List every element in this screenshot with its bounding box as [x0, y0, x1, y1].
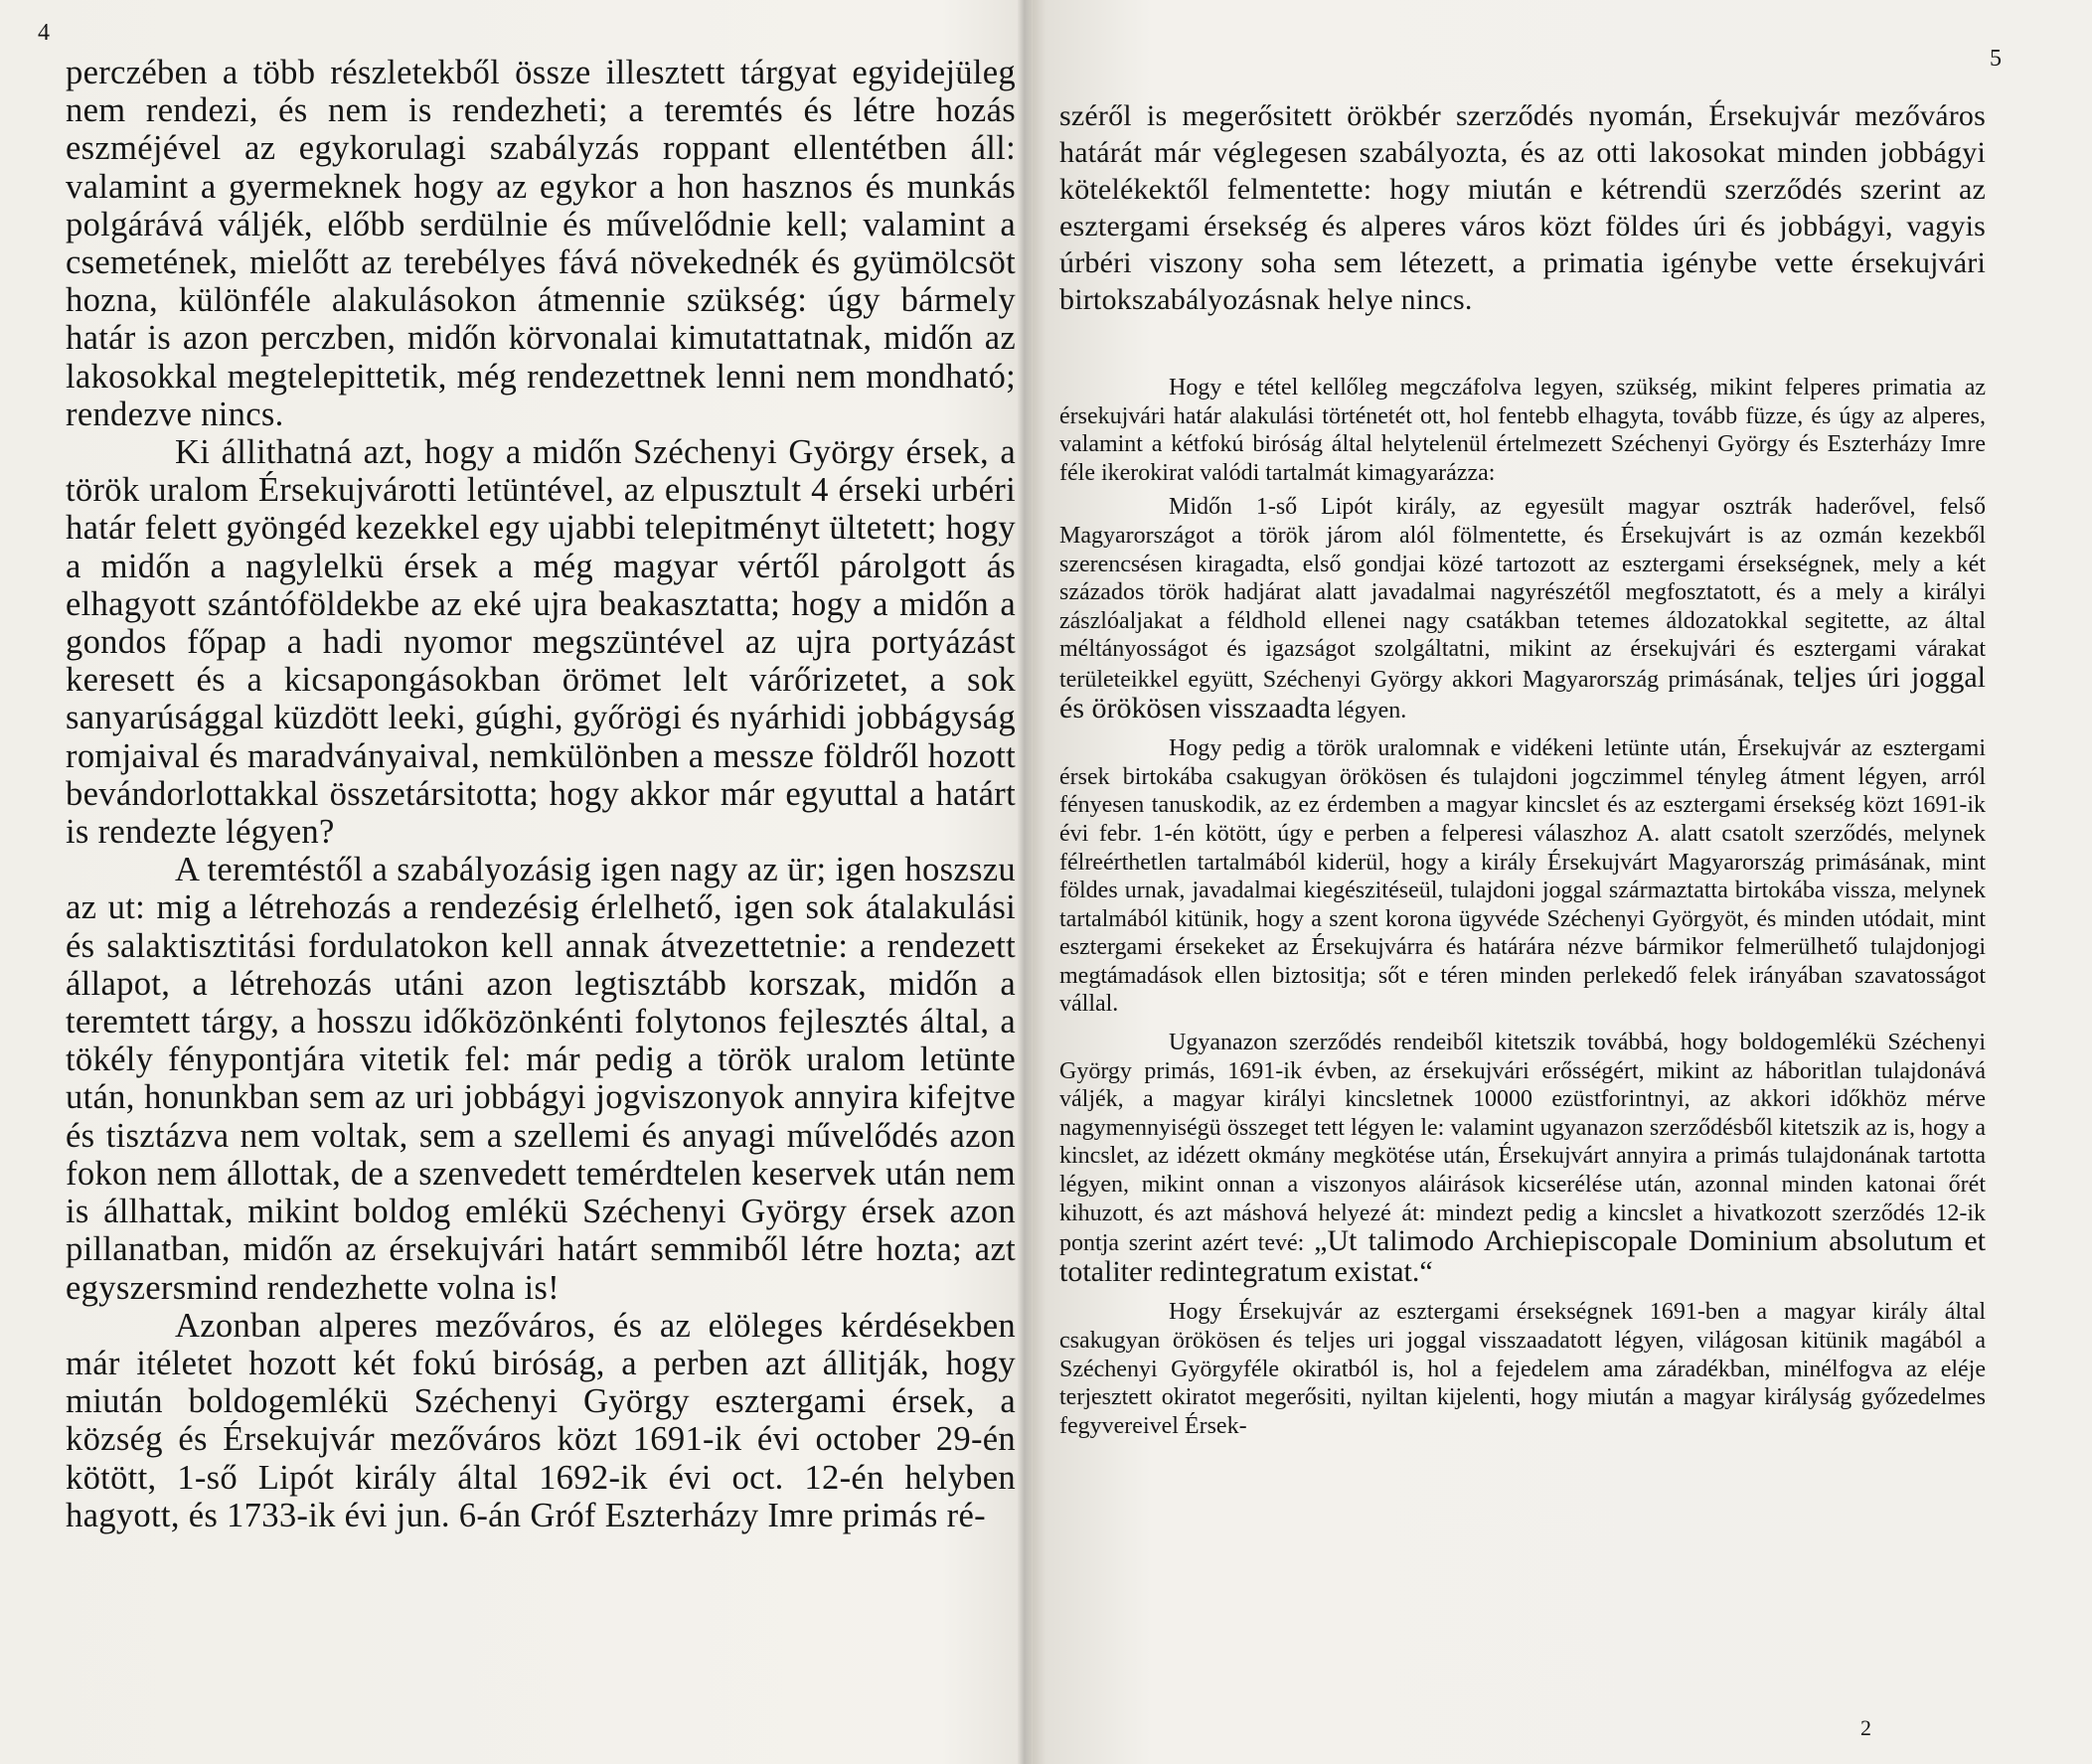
left-paragraph-2: Ki állithatná azt, hogy a midőn Széchenyi György érsek, a török uralom Érsekujvárotti letüntével, az elpusztult 4 érseki urbéri határ felett gyöngéd kezekkel egy ujabbi telepitményt ültetett; hogy a midőn a nagylelkü érsek a még magyar vértől párolgott ás elhagyott szántóföldekbe az eké ujra beakasztatta; hogy a midőn a gondos főpap a hadi nyomor megszüntével az ujra portyázást keresett és a kicsapongásokban örömet lelt várőrizetet, a sok sanyarúsággal küzdött leeki, gúghi, győrögi és nyárhidi jobbágyság romjaival és maradványaival, nemkülönben a messze földről hozott bevándorlottakkal összetársitotta; hogy akkor már egyuttal a határt is rendezte légyen? — [66, 433, 1016, 852]
left-page-text — [66, 54, 1016, 1534]
latin-quote: „Ut talimodo Archiepiscopale Dominium absolutum et totaliter redintegratum existat.“ — [1059, 1224, 1987, 1288]
right-page-large-text — [1059, 97, 1986, 318]
right-page-small-text — [1059, 374, 1986, 1440]
right-large-paragraph: széről is megerősitett örökbér szerződés nyomán, Érsekujvár mezőváros határát már véglegesen szabályozta, és az otti lakosokat minden jobbágyi kötelékektől felmentette: hogy miután e kétrendü szerződés szerint az esztergami érsekség és alperes város közt földes úri és jobbágyi, vagyis úrbéri viszony soha sem létezett, a primatia igénybe vette érsekujvári birtokszabályozásnak helye nincs. — [1059, 99, 1986, 316]
emphasis-tail: légyen. — [1331, 697, 1407, 723]
page-number-right: 5 — [1990, 46, 2002, 72]
right-paragraph-5: Hogy Érsekujvár az esztergami érsekségnek 1691-ben a magyar király által csakugyan örökösen és teljes uri joggal visszaadatott légyen, világosan kitünik magából a Széchenyi Györgyféle okiratból is, hol a fejedelem ama záradékban, minélfogva az eléje terjesztett okiratot megerősiti, nyiltan kijelenti, hogy miután a magyar királyság győzedelmes fegyvereivel Érsek- — [1059, 1299, 1986, 1439]
right-paragraph-4 — [1059, 1029, 1986, 1288]
right-paragraph-2 — [1059, 493, 1986, 724]
emphasis-phrase: teljes úri joggal és örökösen visszaadta — [1059, 660, 1987, 724]
right-paragraph-1: Hogy e tétel kellőleg megczáfolva legyen, szükség, mikint felperes primatia az érsekujvári határ alakulási történetét ott, hol fentebb elhagyta, tovább füzze, és úgy az alperes, valamint a kétfokú biróság által helytelenül értelmezett Széchenyi György és Eszterházy Imre féle ikerokirat valódi tartalmát kimagyarázza: — [1059, 375, 1986, 486]
page-number-left: 4 — [38, 20, 50, 46]
right-paragraph-4-text: Ugyanazon szerződés rendeiből kitetszik továbbá, hogy boldogemlékü Széchenyi György primás, 1691-ik évben, az érsekujvári erősségért, mikint az háboritlan tulajdonává váljék, a magyar királyi kincsletnek 10000 ezüstforintnyi, az akkori időkhöz mérve nagymennyiségü összeget tett légyen le: valamint ugyanazon szerződésből kitetszik az is, hogy a kincslet, az idézett okmány megkötése után, Érsekujvárt annyira a primás tulajdonának tartotta légyen, mikint onnan a viszonyos aláirások kicserélése után, azonnal minden katonai őrét kihuzott, és azt máshová helyezé át: mindezt pedig a kincslet a hivatkozott szerződés 12-ik pontja szerint azért tevé: — [1059, 1030, 1986, 1257]
right-paragraph-2-text: Midőn 1-ső Lipót király, az egyesült magyar osztrák haderővel, felső Magyarországot a török járom alól fölmentette, és Érsekujvárt is az ozmán kezekből szerencsésen kiragadta, első gondjai közé tartozott az esztergami érsekségnek, mely a két százados török hadjárat alatt javadalmai nagyrészétől megfosztatott, és a mely a királyi zászlóaljakat a féldhold ellenei nagy csatákban tetemes áldozatokkal segitette, az által méltányosságot és igazságot szolgáltatni, mikint az érsekujvári és esztergami várakat területeikkel együtt, Széchenyi György akkori Magyarország primásának, — [1059, 494, 1986, 693]
left-paragraph-1: perczében a több részletekből össze illesztett tárgyat egyidejüleg nem rendezi, és nem is rendezheti; a teremtés és létre hozás eszméjével az egykorulagi szabályzás roppant ellentétben áll: valamint a gyermeknek hogy az egykor a hon hasznos és munkás polgárává váljék, előbb serdülnie és művelődnie kell; valamint a csemetének, mielőtt az terebélyes fává növekednék és gyümölcsöt hozna, különféle alakulásokon átmennie szükség: úgy bármely határ is azon perczben, midőn körvonalai kimutattatnak, midőn az lakosokkal megtelepittetik, még rendezettnek lenni nem mondható; rendezve nincs. — [66, 54, 1016, 433]
signature-mark: 2 — [1860, 1715, 1871, 1740]
book-gutter — [1018, 0, 1032, 1764]
right-paragraph-3: Hogy pedig a török uralomnak e vidékeni letünte után, Érsekujvár az esztergami érsek birtokába csakugyan örökösen és tulajdoni jogczimmel tényleg átment légyen, arról fényesen tanuskodik, az ez érdemben a magyar kincslet és az esztergami érsekség közt 1691-ik évi febr. 1-én kötött, úgy e perben a felperesi válaszhoz A. alatt csatolt szerződés, melynek félreérthetlen tartalmából kiderül, hogy a király Érsekujvárt Magyarország primásának, mint földes urnak, javadalmai kiegészitéseül, tulajdoni joggal származtatta birtokába vissza, melynek tartalmából kitünik, hogy a szent korona ügyvéde Széchenyi Györgyöt, és minden utódait, mint esztergami érsekeket az Érsekujvárra és határára nézve bármikor felmerülhető tulajdonjogi megtámadások ellen biztositja; sőt e téren minden perlekedő felek irányában szavatosságot vállal. — [1059, 735, 1986, 1018]
left-page — [0, 0, 1016, 1764]
left-paragraph-3: A teremtéstől a szabályozásig igen nagy az ür; igen hoszszu az ut: mig a létrehozás a rendezésig érlelhető, igen sok átalakulási és salaktisztitási fordulatokon kell annak átvezettetnie: a rendezett állapot, a létrehozás utáni azon legtisztább korszak, midőn a teremtett tárgy, a hosszu időközönkénti folytonos fejlesztés által, a tökély fénypontjára vitetik fel: már pedig a török uralom letünte után, honunkban sem az uri jobbágyi jogviszonyok annyira kifejtve és tisztázva nem voltak, sem a szellemi és anyagi művelődés azon fokon nem állottak, de a szenvedett temérdtelen keservek után nem is állhattak, mikint boldog emlékü Széchenyi György érsek azon pillanatban, midőn az érsekujvári határt semmiből létre hozta; azt egyszersmind rendezhette volna is! — [66, 851, 1016, 1307]
right-page — [1036, 0, 2092, 1764]
left-paragraph-4: Azonban alperes mezőváros, és az elöleges kérdésekben már itéletet hozott két fokú biróság, a perben azt állitják, hogy miután boldogemlékü Széchenyi György esztergami érsek, a község és Érsekujvár mezőváros közt 1691-ik évi october 29-én kötött, 1-ső Lipót király által 1692-ik évi oct. 12-én helyben hagyott, és 1733-ik évi jun. 6-án Gróf Eszterházy Imre primás ré- — [66, 1306, 1016, 1534]
